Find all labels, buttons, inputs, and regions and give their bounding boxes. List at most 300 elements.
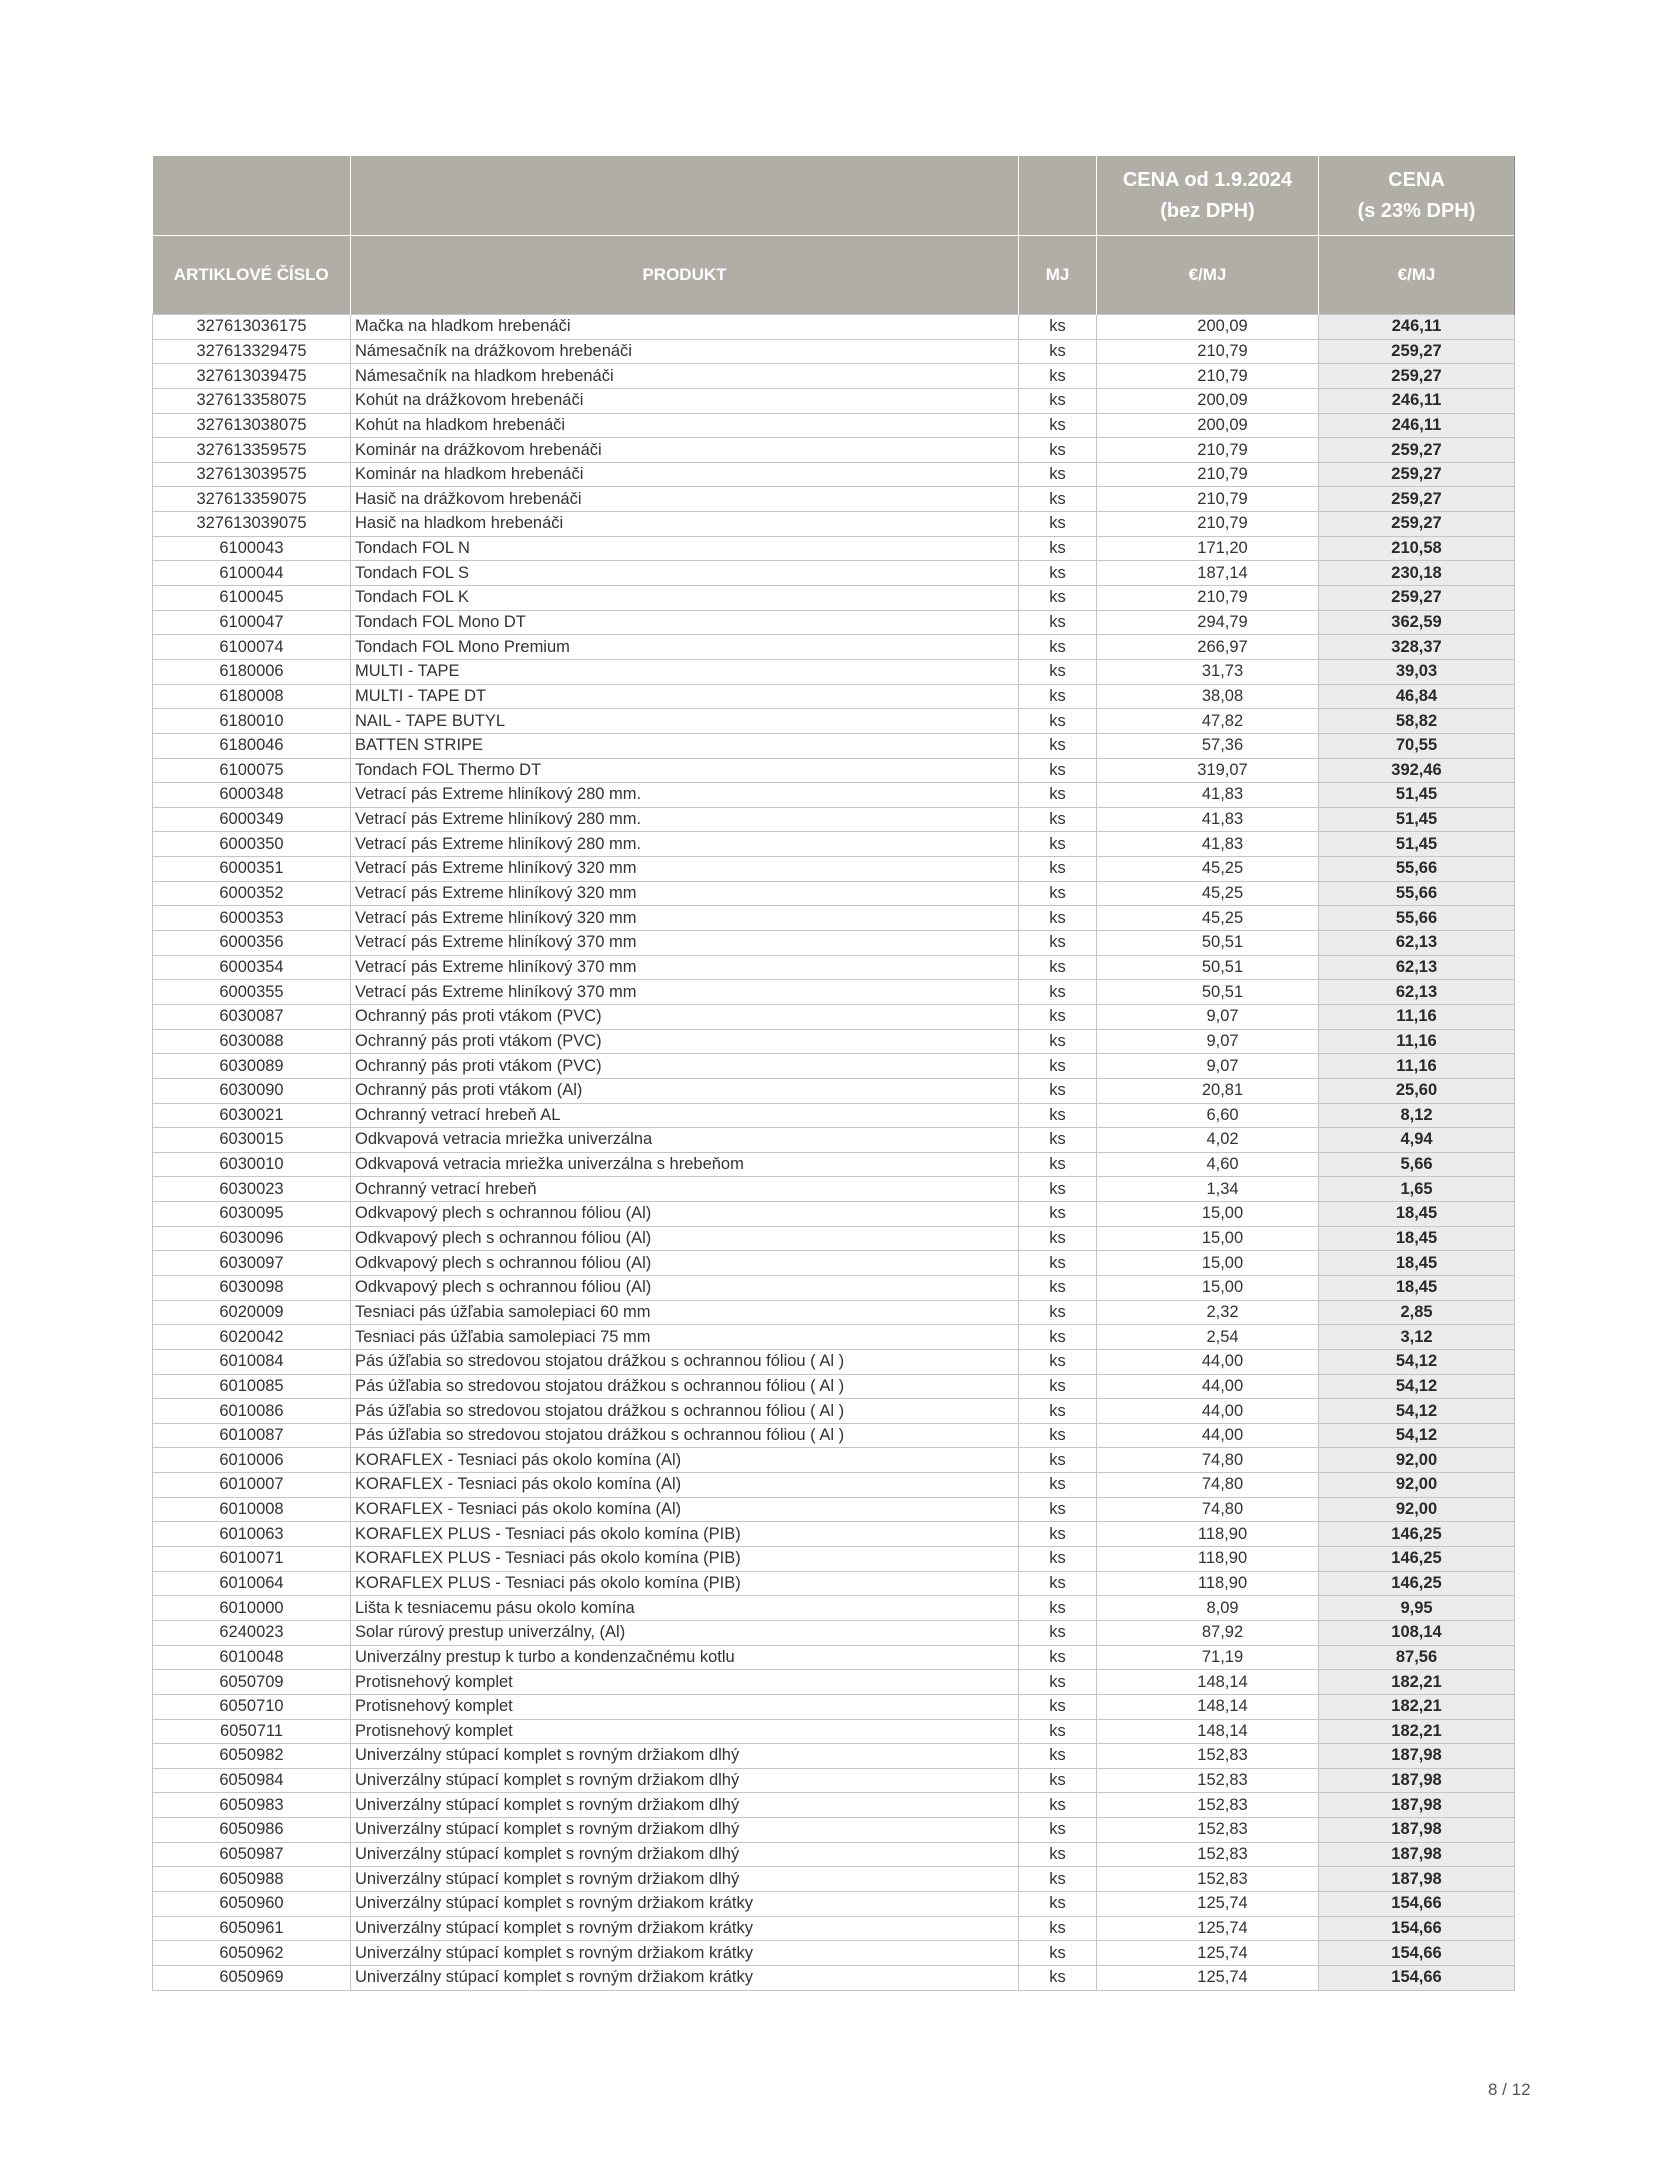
unit-cell: ks: [1019, 1374, 1097, 1399]
price-gross-cell: 182,21: [1319, 1719, 1515, 1744]
header-price-gross-title: CENA: [1388, 168, 1445, 191]
unit-cell: ks: [1019, 1103, 1097, 1128]
product-name-cell: Univerzálny stúpací komplet s rovným držiakom dlhý: [351, 1744, 1019, 1769]
article-number-cell: 6100045: [153, 586, 351, 611]
price-gross-cell: 39,03: [1319, 659, 1515, 684]
product-name-cell: Univerzálny stúpací komplet s rovným držiakom dlhý: [351, 1867, 1019, 1892]
unit-cell: ks: [1019, 413, 1097, 438]
price-net-cell: 148,14: [1097, 1719, 1319, 1744]
table-row: [153, 684, 1515, 709]
price-net-cell: 125,74: [1097, 1965, 1319, 1990]
price-gross-cell: 54,12: [1319, 1374, 1515, 1399]
table-row: [153, 1547, 1515, 1572]
unit-cell: ks: [1019, 364, 1097, 389]
price-net-cell: 148,14: [1097, 1694, 1319, 1719]
article-number-cell: 6050709: [153, 1670, 351, 1695]
unit-cell: ks: [1019, 1325, 1097, 1350]
price-net-cell: 118,90: [1097, 1547, 1319, 1572]
price-gross-cell: 70,55: [1319, 733, 1515, 758]
product-name-cell: Univerzálny stúpací komplet s rovným držiakom krátky: [351, 1941, 1019, 1966]
product-name-cell: Univerzálny stúpací komplet s rovným držiakom krátky: [351, 1965, 1019, 1990]
price-net-cell: 44,00: [1097, 1399, 1319, 1424]
table-row: [153, 881, 1515, 906]
unit-cell: ks: [1019, 1004, 1097, 1029]
price-gross-cell: 25,60: [1319, 1078, 1515, 1103]
table-row: [153, 1473, 1515, 1498]
product-name-cell: Univerzálny prestup k turbo a kondenzačnému kotlu: [351, 1645, 1019, 1670]
unit-cell: ks: [1019, 462, 1097, 487]
product-name-cell: Lišta k tesniacemu pásu okolo komína: [351, 1596, 1019, 1621]
table-row: [153, 1448, 1515, 1473]
product-name-cell: Protisnehový komplet: [351, 1670, 1019, 1695]
product-name-cell: Univerzálny stúpací komplet s rovným držiakom krátky: [351, 1892, 1019, 1917]
unit-cell: ks: [1019, 1793, 1097, 1818]
price-gross-cell: 259,27: [1319, 512, 1515, 537]
table-row: [153, 783, 1515, 808]
article-number-cell: 327613329475: [153, 339, 351, 364]
table-row: [153, 832, 1515, 857]
article-number-cell: 6050984: [153, 1768, 351, 1793]
article-number-cell: 6000349: [153, 807, 351, 832]
unit-cell: ks: [1019, 438, 1097, 463]
article-number-cell: 6010007: [153, 1473, 351, 1498]
header-blank-unit: [1019, 156, 1097, 236]
price-gross-cell: 259,27: [1319, 462, 1515, 487]
article-number-cell: 6000348: [153, 783, 351, 808]
article-number-cell: 6010000: [153, 1596, 351, 1621]
unit-cell: ks: [1019, 1768, 1097, 1793]
product-name-cell: Protisnehový komplet: [351, 1719, 1019, 1744]
unit-cell: ks: [1019, 1694, 1097, 1719]
product-name-cell: Vetrací pás Extreme hliníkový 280 mm.: [351, 807, 1019, 832]
product-name-cell: Univerzálny stúpací komplet s rovným držiakom dlhý: [351, 1793, 1019, 1818]
product-name-cell: Vetrací pás Extreme hliníkový 320 mm: [351, 906, 1019, 931]
price-net-cell: 74,80: [1097, 1473, 1319, 1498]
article-number-cell: 6180046: [153, 733, 351, 758]
article-number-cell: 6050987: [153, 1842, 351, 1867]
price-gross-cell: 154,66: [1319, 1892, 1515, 1917]
article-number-cell: 327613036175: [153, 315, 351, 340]
table-row: [153, 512, 1515, 537]
price-net-cell: 148,14: [1097, 1670, 1319, 1695]
price-gross-cell: 92,00: [1319, 1473, 1515, 1498]
unit-cell: ks: [1019, 1941, 1097, 1966]
article-number-cell: 6010008: [153, 1497, 351, 1522]
price-net-cell: 15,00: [1097, 1251, 1319, 1276]
price-net-cell: 15,00: [1097, 1275, 1319, 1300]
article-number-cell: 6000354: [153, 955, 351, 980]
price-net-cell: 4,60: [1097, 1152, 1319, 1177]
unit-cell: ks: [1019, 684, 1097, 709]
unit-cell: ks: [1019, 1916, 1097, 1941]
table-row: [153, 1842, 1515, 1867]
price-net-cell: 6,60: [1097, 1103, 1319, 1128]
article-number-cell: 6050986: [153, 1818, 351, 1843]
price-gross-cell: 9,95: [1319, 1596, 1515, 1621]
price-gross-cell: 18,45: [1319, 1226, 1515, 1251]
price-net-cell: 1,34: [1097, 1177, 1319, 1202]
price-net-cell: 210,79: [1097, 586, 1319, 611]
table-row: [153, 1374, 1515, 1399]
unit-cell: ks: [1019, 1818, 1097, 1843]
price-gross-cell: 92,00: [1319, 1448, 1515, 1473]
price-gross-cell: 51,45: [1319, 832, 1515, 857]
unit-cell: ks: [1019, 1300, 1097, 1325]
price-gross-cell: 210,58: [1319, 536, 1515, 561]
unit-cell: ks: [1019, 1275, 1097, 1300]
price-gross-cell: 55,66: [1319, 857, 1515, 882]
price-net-cell: 210,79: [1097, 512, 1319, 537]
product-name-cell: KORAFLEX - Tesniaci pás okolo komína (Al): [351, 1497, 1019, 1522]
price-net-cell: 87,92: [1097, 1620, 1319, 1645]
article-number-cell: 6050961: [153, 1916, 351, 1941]
product-name-cell: Pás úžľabia so stredovou stojatou drážkou s ochrannou fóliou ( Al ): [351, 1349, 1019, 1374]
price-net-cell: 152,83: [1097, 1744, 1319, 1769]
product-name-cell: Univerzálny stúpací komplet s rovným držiakom dlhý: [351, 1768, 1019, 1793]
unit-cell: ks: [1019, 1423, 1097, 1448]
table-row: [153, 1004, 1515, 1029]
price-net-cell: 171,20: [1097, 536, 1319, 561]
price-gross-cell: 8,12: [1319, 1103, 1515, 1128]
unit-cell: ks: [1019, 906, 1097, 931]
price-net-cell: 38,08: [1097, 684, 1319, 709]
unit-cell: ks: [1019, 881, 1097, 906]
price-gross-cell: 3,12: [1319, 1325, 1515, 1350]
table-row: [153, 1571, 1515, 1596]
product-name-cell: KORAFLEX PLUS - Tesniaci pás okolo komína (PIB): [351, 1547, 1019, 1572]
price-gross-cell: 18,45: [1319, 1251, 1515, 1276]
article-number-cell: 327613038075: [153, 413, 351, 438]
article-number-cell: 6000350: [153, 832, 351, 857]
price-gross-cell: 187,98: [1319, 1842, 1515, 1867]
article-number-cell: 6100075: [153, 758, 351, 783]
table-row: [153, 1103, 1515, 1128]
product-name-cell: Ochranný pás proti vtákom (PVC): [351, 1004, 1019, 1029]
product-name-cell: Solar rúrový prestup univerzálny, (Al): [351, 1620, 1019, 1645]
table-row: [153, 1818, 1515, 1843]
article-number-cell: 6100043: [153, 536, 351, 561]
price-net-cell: 50,51: [1097, 955, 1319, 980]
article-number-cell: 6180006: [153, 659, 351, 684]
unit-cell: ks: [1019, 586, 1097, 611]
table-header: [153, 156, 1515, 315]
price-net-cell: 15,00: [1097, 1226, 1319, 1251]
product-name-cell: Ochranný vetrací hrebeň AL: [351, 1103, 1019, 1128]
price-gross-cell: 11,16: [1319, 1054, 1515, 1079]
price-net-cell: 152,83: [1097, 1867, 1319, 1892]
header-product: PRODUKT: [351, 236, 1019, 315]
product-name-cell: Tondach FOL Mono Premium: [351, 635, 1019, 660]
article-number-cell: 6010071: [153, 1547, 351, 1572]
table-row: [153, 857, 1515, 882]
price-gross-cell: 18,45: [1319, 1275, 1515, 1300]
price-gross-cell: 230,18: [1319, 561, 1515, 586]
article-number-cell: 6010048: [153, 1645, 351, 1670]
price-net-cell: 2,32: [1097, 1300, 1319, 1325]
header-price-gross-sub: (s 23% DPH): [1357, 199, 1476, 222]
price-net-cell: 210,79: [1097, 487, 1319, 512]
price-net-cell: 44,00: [1097, 1423, 1319, 1448]
unit-cell: ks: [1019, 1497, 1097, 1522]
article-number-cell: 6050960: [153, 1892, 351, 1917]
price-gross-cell: 54,12: [1319, 1423, 1515, 1448]
product-name-cell: Tesniaci pás úžľabia samolepiaci 75 mm: [351, 1325, 1019, 1350]
price-net-cell: 20,81: [1097, 1078, 1319, 1103]
price-gross-cell: 62,13: [1319, 955, 1515, 980]
product-name-cell: Odkvapový plech s ochrannou fóliou (Al): [351, 1226, 1019, 1251]
price-net-cell: 45,25: [1097, 881, 1319, 906]
article-number-cell: 6010087: [153, 1423, 351, 1448]
price-net-cell: 200,09: [1097, 413, 1319, 438]
table-row: [153, 1029, 1515, 1054]
table-row: [153, 659, 1515, 684]
table-row: [153, 364, 1515, 389]
price-net-cell: 44,00: [1097, 1349, 1319, 1374]
table-row: [153, 1152, 1515, 1177]
price-gross-cell: 87,56: [1319, 1645, 1515, 1670]
unit-cell: ks: [1019, 857, 1097, 882]
article-number-cell: 6030010: [153, 1152, 351, 1177]
article-number-cell: 6000356: [153, 931, 351, 956]
product-name-cell: Univerzálny stúpací komplet s rovným držiakom dlhý: [351, 1842, 1019, 1867]
table-row: [153, 1892, 1515, 1917]
price-net-cell: 266,97: [1097, 635, 1319, 660]
product-name-cell: Kominár na drážkovom hrebenáči: [351, 438, 1019, 463]
price-gross-cell: 46,84: [1319, 684, 1515, 709]
product-name-cell: KORAFLEX - Tesniaci pás okolo komína (Al): [351, 1448, 1019, 1473]
article-number-cell: 6050969: [153, 1965, 351, 1990]
unit-cell: ks: [1019, 832, 1097, 857]
unit-cell: ks: [1019, 709, 1097, 734]
product-name-cell: Tondach FOL N: [351, 536, 1019, 561]
unit-cell: ks: [1019, 1620, 1097, 1645]
unit-cell: ks: [1019, 561, 1097, 586]
price-gross-cell: 11,16: [1319, 1004, 1515, 1029]
table-row: [153, 1497, 1515, 1522]
product-name-cell: Vetrací pás Extreme hliníkový 280 mm.: [351, 783, 1019, 808]
price-net-cell: 152,83: [1097, 1842, 1319, 1867]
article-number-cell: 6100044: [153, 561, 351, 586]
unit-cell: ks: [1019, 1029, 1097, 1054]
article-number-cell: 6010086: [153, 1399, 351, 1424]
table-row: [153, 586, 1515, 611]
price-gross-cell: 362,59: [1319, 610, 1515, 635]
table-row: [153, 1793, 1515, 1818]
product-name-cell: Kominár na hladkom hrebenáči: [351, 462, 1019, 487]
product-name-cell: Protisnehový komplet: [351, 1694, 1019, 1719]
product-name-cell: Tondach FOL Thermo DT: [351, 758, 1019, 783]
header-code: ARTIKLOVÉ ČÍSLO: [153, 236, 351, 315]
table-row: [153, 1078, 1515, 1103]
price-gross-cell: 154,66: [1319, 1965, 1515, 1990]
unit-cell: ks: [1019, 1744, 1097, 1769]
unit-cell: ks: [1019, 512, 1097, 537]
price-gross-cell: 187,98: [1319, 1768, 1515, 1793]
product-name-cell: Odkvapová vetracia mriežka univerzálna s hrebeňom: [351, 1152, 1019, 1177]
unit-cell: ks: [1019, 315, 1097, 340]
article-number-cell: 6030097: [153, 1251, 351, 1276]
product-name-cell: Hasič na drážkovom hrebenáči: [351, 487, 1019, 512]
unit-cell: ks: [1019, 1128, 1097, 1153]
table-body: [153, 315, 1515, 1991]
article-number-cell: 6010084: [153, 1349, 351, 1374]
article-number-cell: 6010085: [153, 1374, 351, 1399]
product-name-cell: Kohút na drážkovom hrebenáči: [351, 388, 1019, 413]
price-net-cell: 71,19: [1097, 1645, 1319, 1670]
product-name-cell: Vetrací pás Extreme hliníkový 280 mm.: [351, 832, 1019, 857]
article-number-cell: 6010063: [153, 1522, 351, 1547]
price-gross-cell: 18,45: [1319, 1202, 1515, 1227]
table-row: [153, 1670, 1515, 1695]
product-name-cell: Ochranný pás proti vtákom (PVC): [351, 1029, 1019, 1054]
table-row: [153, 1275, 1515, 1300]
price-gross-cell: 51,45: [1319, 807, 1515, 832]
table-row: [153, 758, 1515, 783]
article-number-cell: 6050983: [153, 1793, 351, 1818]
article-number-cell: 6010006: [153, 1448, 351, 1473]
table-row: [153, 1867, 1515, 1892]
table-row: [153, 1941, 1515, 1966]
page-number: 8 / 12: [1488, 2080, 1531, 2099]
unit-cell: ks: [1019, 536, 1097, 561]
unit-cell: ks: [1019, 1965, 1097, 1990]
product-name-cell: Ochranný pás proti vtákom (PVC): [351, 1054, 1019, 1079]
product-name-cell: BATTEN STRIPE: [351, 733, 1019, 758]
table-row: [153, 1768, 1515, 1793]
table-row: [153, 1128, 1515, 1153]
price-gross-cell: 58,82: [1319, 709, 1515, 734]
price-net-cell: 125,74: [1097, 1892, 1319, 1917]
unit-cell: ks: [1019, 733, 1097, 758]
table-row: [153, 610, 1515, 635]
unit-cell: ks: [1019, 1054, 1097, 1079]
article-number-cell: 6050710: [153, 1694, 351, 1719]
table-row: [153, 906, 1515, 931]
article-number-cell: 6030090: [153, 1078, 351, 1103]
table-row: [153, 1226, 1515, 1251]
table-row: [153, 536, 1515, 561]
price-gross-cell: 2,85: [1319, 1300, 1515, 1325]
header-blank-product: [351, 156, 1019, 236]
price-gross-cell: 54,12: [1319, 1349, 1515, 1374]
table-row: [153, 1423, 1515, 1448]
unit-cell: ks: [1019, 1226, 1097, 1251]
price-net-cell: 118,90: [1097, 1522, 1319, 1547]
price-gross-cell: 154,66: [1319, 1916, 1515, 1941]
price-gross-cell: 259,27: [1319, 339, 1515, 364]
product-name-cell: Tondach FOL K: [351, 586, 1019, 611]
unit-cell: ks: [1019, 1399, 1097, 1424]
price-net-cell: 57,36: [1097, 733, 1319, 758]
unit-cell: ks: [1019, 1473, 1097, 1498]
article-number-cell: 6010064: [153, 1571, 351, 1596]
table-row: [153, 1054, 1515, 1079]
unit-cell: ks: [1019, 1152, 1097, 1177]
price-net-cell: 9,07: [1097, 1054, 1319, 1079]
product-name-cell: Mačka na hladkom hrebenáči: [351, 315, 1019, 340]
product-name-cell: Ochranný pás proti vtákom (Al): [351, 1078, 1019, 1103]
price-gross-cell: 259,27: [1319, 438, 1515, 463]
header-unit: MJ: [1019, 236, 1097, 315]
price-gross-cell: 92,00: [1319, 1497, 1515, 1522]
price-net-cell: 47,82: [1097, 709, 1319, 734]
article-number-cell: 6030096: [153, 1226, 351, 1251]
unit-cell: ks: [1019, 487, 1097, 512]
table-row: [153, 635, 1515, 660]
price-net-cell: 210,79: [1097, 339, 1319, 364]
price-net-cell: 200,09: [1097, 388, 1319, 413]
price-net-cell: 118,90: [1097, 1571, 1319, 1596]
price-gross-cell: 108,14: [1319, 1620, 1515, 1645]
price-net-cell: 41,83: [1097, 832, 1319, 857]
unit-cell: ks: [1019, 1719, 1097, 1744]
price-gross-cell: 328,37: [1319, 635, 1515, 660]
price-net-cell: 152,83: [1097, 1793, 1319, 1818]
price-gross-cell: 146,25: [1319, 1571, 1515, 1596]
price-gross-cell: 246,11: [1319, 413, 1515, 438]
article-number-cell: 6020042: [153, 1325, 351, 1350]
price-net-cell: 41,83: [1097, 783, 1319, 808]
price-gross-cell: 51,45: [1319, 783, 1515, 808]
product-name-cell: Tesniaci pás úžľabia samolepiaci 60 mm: [351, 1300, 1019, 1325]
table-row: [153, 1349, 1515, 1374]
unit-cell: ks: [1019, 1078, 1097, 1103]
product-name-cell: Odkvapový plech s ochrannou fóliou (Al): [351, 1251, 1019, 1276]
header-blank-code: [153, 156, 351, 236]
unit-cell: ks: [1019, 339, 1097, 364]
table-row: [153, 709, 1515, 734]
product-name-cell: KORAFLEX PLUS - Tesniaci pás okolo komína (PIB): [351, 1571, 1019, 1596]
price-net-cell: 50,51: [1097, 931, 1319, 956]
price-net-cell: 125,74: [1097, 1941, 1319, 1966]
unit-cell: ks: [1019, 635, 1097, 660]
article-number-cell: 6030087: [153, 1004, 351, 1029]
table-row: [153, 1596, 1515, 1621]
article-number-cell: 6240023: [153, 1620, 351, 1645]
article-number-cell: 6000351: [153, 857, 351, 882]
price-gross-cell: 187,98: [1319, 1793, 1515, 1818]
table-row: [153, 1202, 1515, 1227]
product-name-cell: Vetrací pás Extreme hliníkový 370 mm: [351, 955, 1019, 980]
price-gross-cell: 246,11: [1319, 388, 1515, 413]
table-row: [153, 1965, 1515, 1990]
product-name-cell: Vetrací pás Extreme hliníkový 320 mm: [351, 857, 1019, 882]
article-number-cell: 6000355: [153, 980, 351, 1005]
price-net-cell: 9,07: [1097, 1029, 1319, 1054]
unit-cell: ks: [1019, 1892, 1097, 1917]
product-name-cell: KORAFLEX PLUS - Tesniaci pás okolo komína (PIB): [351, 1522, 1019, 1547]
price-gross-cell: 392,46: [1319, 758, 1515, 783]
unit-cell: ks: [1019, 659, 1097, 684]
article-number-cell: 6050988: [153, 1867, 351, 1892]
price-table: [152, 156, 1515, 1991]
price-net-cell: 294,79: [1097, 610, 1319, 635]
product-name-cell: Tondach FOL Mono DT: [351, 610, 1019, 635]
table-row: [153, 315, 1515, 340]
article-number-cell: 6100047: [153, 610, 351, 635]
article-number-cell: 6030015: [153, 1128, 351, 1153]
article-number-cell: 6030088: [153, 1029, 351, 1054]
table-row: [153, 388, 1515, 413]
article-number-cell: 6020009: [153, 1300, 351, 1325]
article-number-cell: 6050962: [153, 1941, 351, 1966]
table-row: [153, 931, 1515, 956]
price-gross-cell: 187,98: [1319, 1818, 1515, 1843]
unit-cell: ks: [1019, 610, 1097, 635]
unit-cell: ks: [1019, 758, 1097, 783]
article-number-cell: 6180008: [153, 684, 351, 709]
price-gross-cell: 154,66: [1319, 1941, 1515, 1966]
